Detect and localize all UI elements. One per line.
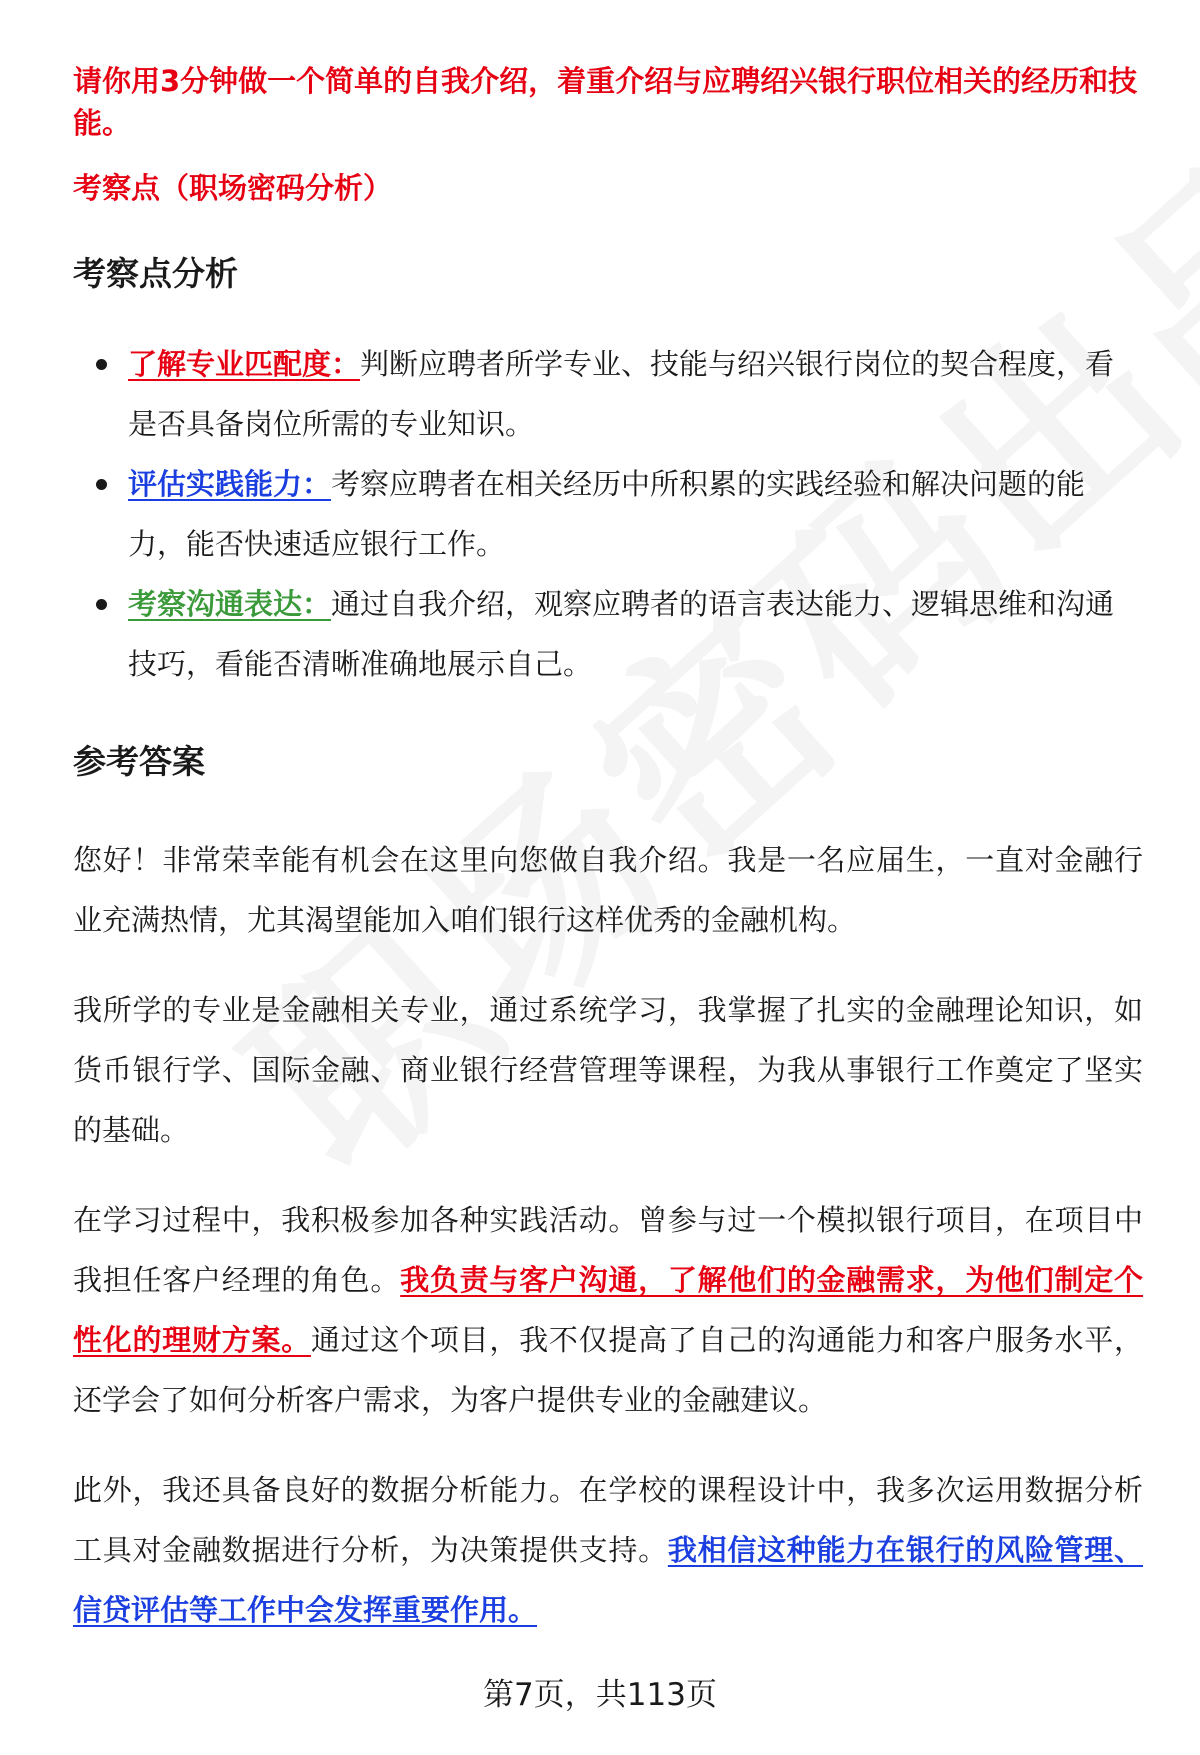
- bullet-icon: [96, 359, 107, 370]
- subtitle: 考察点（职场密码分析）: [73, 171, 393, 205]
- page-number: 第7页，共113页: [483, 1677, 717, 1713]
- answer-heading: 参考答案: [73, 742, 205, 781]
- analysis-text: 判断应聘者所学专业、技能与绍兴银行岗位的契合程度，看是否具备岗位所需的专业知识。: [128, 347, 1115, 441]
- analysis-list: [73, 334, 1143, 694]
- analysis-keyword: 评估实践能力：: [128, 467, 332, 501]
- analysis-text: 通过自我介绍，观察应聘者的语言表达能力、逻辑思维和沟通技巧，看能否清晰准确地展示自己。: [128, 587, 1115, 681]
- analysis-item: [73, 334, 1143, 454]
- bullet-icon: [96, 479, 107, 490]
- analysis-keyword: 考察沟通表达：: [128, 587, 332, 621]
- analysis-item: [73, 454, 1143, 574]
- interview-question: 请你用3分钟做一个简单的自我介绍，着重介绍与应聘绍兴银行职位相关的经历和技能。: [73, 64, 1138, 140]
- analysis-item: [73, 574, 1143, 694]
- answer-text: 此外，我还具备良好的数据分析能力。在学校的课程设计中，我多次运用数据分析工具对金融数据进行分析，为决策提供支持。: [73, 1473, 1143, 1567]
- answer-paragraph: [73, 1460, 1143, 1640]
- answer-highlight: 我负责与客户沟通，了解他们的金融需求，为他们制定个性化的理财方案。: [73, 1263, 1143, 1357]
- answer-paragraph: [73, 1190, 1143, 1430]
- analysis-heading: 考察点分析: [73, 254, 238, 293]
- answer-text: 通过这个项目，我不仅提高了自己的沟通能力和客户服务水平，还学会了如何分析客户需求，为客户提供专业的金融建议。: [73, 1323, 1143, 1417]
- bullet-icon: [96, 599, 107, 610]
- answer-paragraph: 您好！非常荣幸能有机会在这里向您做自我介绍。我是一名应届生，一直对金融行业充满热情，尤其渴望能加入咱们银行这样优秀的金融机构。: [73, 843, 1143, 937]
- answer-highlight: 我相信这种能力在银行的风险管理、信贷评估等工作中会发挥重要作用。: [73, 1533, 1143, 1627]
- answer-paragraph: 我所学的专业是金融相关专业，通过系统学习，我掌握了扎实的金融理论知识，如货币银行学、国际金融、商业银行经营管理等课程，为我从事银行工作奠定了坚实的基础。: [73, 993, 1143, 1147]
- content: [73, 60, 1143, 1640]
- answer-text: 在学习过程中，我积极参加各种实践活动。曾参与过一个模拟银行项目，在项目中我担任客户经理的角色。: [73, 1203, 1143, 1297]
- analysis-text: 考察应聘者在相关经历中所积累的实践经验和解决问题的能力，能否快速适应银行工作。: [128, 467, 1086, 561]
- analysis-keyword: 了解专业匹配度：: [128, 347, 361, 381]
